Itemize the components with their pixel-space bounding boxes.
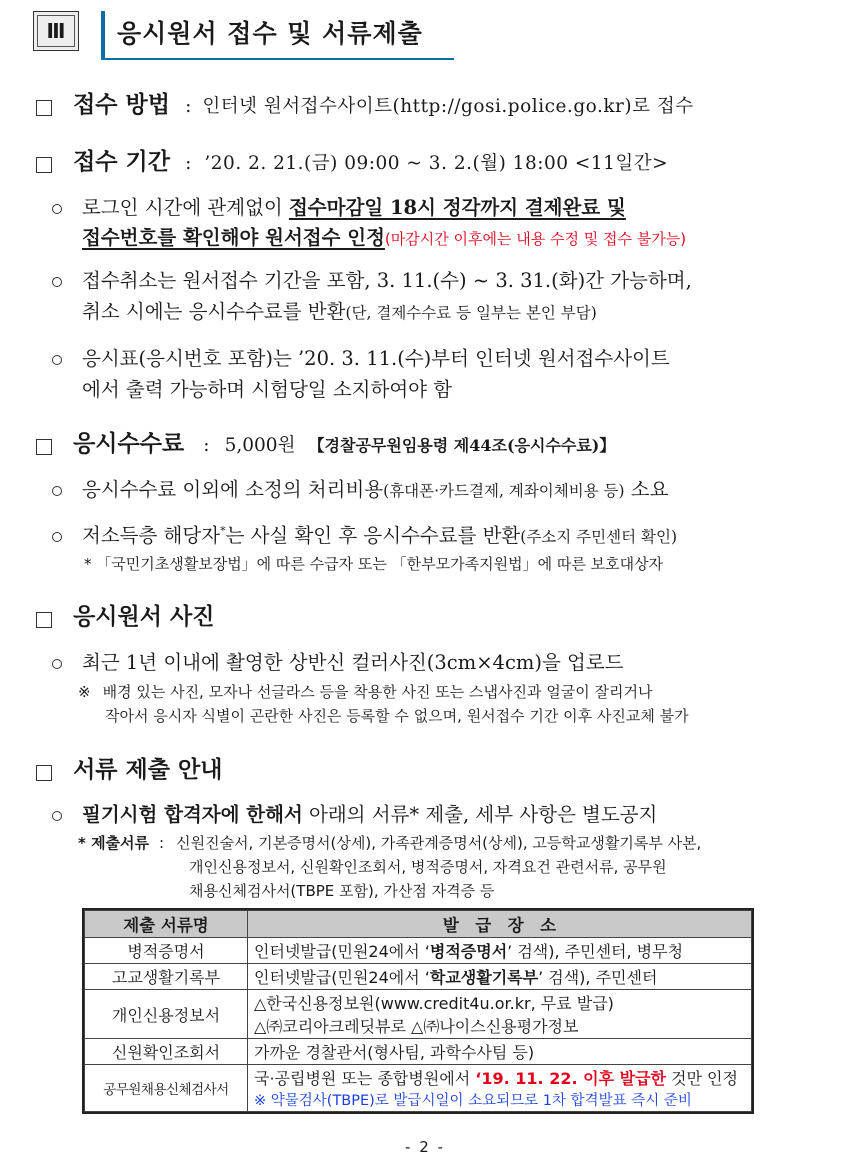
colon: : — [159, 834, 165, 852]
text: (휴대폰·카드결제, 계좌이체비용 등) — [383, 482, 625, 500]
bullet-circle-icon — [52, 659, 62, 669]
issue-place — [248, 1065, 752, 1112]
bullet-circle-icon — [52, 811, 62, 821]
issue-place — [248, 964, 752, 990]
fee-heading — [36, 425, 615, 458]
text: 병적증명서 — [429, 942, 508, 961]
fee-amount: 5,000원 — [224, 435, 296, 456]
checkbox-square-icon — [36, 612, 52, 628]
text: 최근 1년 이내에 촬영한 상반신 컬러사진(3cm×4cm)을 업로드 — [82, 651, 624, 674]
period-bullet-2-line1 — [52, 265, 692, 293]
period-bullet-1-line2 — [82, 222, 686, 250]
doc-name: 병적증명서 — [85, 938, 248, 964]
text: ’ 검색), 주민센터, 병무청 — [507, 942, 684, 961]
photo-label: 응시원서 사진 — [73, 604, 215, 630]
deadline-note: (마감시간 이후에는 내용 수정 및 접수 불가능) — [384, 230, 687, 248]
documents-bullet — [52, 799, 657, 827]
table-header-row — [85, 911, 752, 938]
photo-note-line2: 작아서 응시자 식별이 곤란한 사진은 등록할 수 없으며, 원서접수 기간 이후 사진교체 불가 — [105, 707, 689, 725]
fee-bullet-1 — [52, 474, 668, 502]
photo-note-line1 — [78, 681, 652, 702]
section-underline — [101, 58, 454, 60]
fee-basis: 【경찰공무원임용령 제44조(응시수수료)】 — [308, 436, 616, 455]
doc-name: 공무원채용신체검사서 — [85, 1065, 248, 1112]
text: 인터넷발급(민원24에서 ‘ — [254, 968, 430, 987]
issue-date-emphasis: ‘19. 11. 22. 이후 발급한 — [475, 1069, 666, 1088]
period-bullet-2-line2 — [82, 296, 597, 324]
fee-bullet-2 — [52, 520, 677, 548]
table-row — [85, 1065, 752, 1112]
documents-heading — [36, 751, 222, 784]
text: (주소지 주민센터 확인) — [520, 528, 677, 546]
documents-label: 서류 제출 안내 — [73, 757, 223, 783]
drug-test-note: ※ 약물검사(TBPE)로 발급시일이 소요되므로 1차 합격발표 즉시 준비 — [254, 1093, 692, 1109]
checkbox-square-icon — [36, 157, 52, 173]
text: * 제출서류 — [78, 834, 150, 852]
text: 아래의 서류* 제출, 세부 사항은 별도공지 — [302, 803, 658, 826]
text: 접수취소는 원서접수 기간을 포함, 3. 11.(수) ~ 3. 31.(화)간 가능하며, — [82, 269, 692, 292]
checkbox-square-icon — [36, 439, 52, 455]
table-row — [85, 990, 752, 1039]
text: 취소 시에는 응시수수료를 반환 — [82, 300, 346, 323]
text: 로그인 시간에 관계없이 — [82, 196, 289, 219]
receipt-method-text: 인터넷 원서접수사이트(http://gosi.police.go.kr)로 접수 — [202, 96, 694, 117]
photo-heading — [36, 598, 214, 631]
table-row — [85, 1039, 752, 1065]
colon: : — [185, 153, 192, 174]
period-bullet-3-line1 — [52, 343, 670, 371]
receipt-number-emphasis: 접수번호를 확인해야 원서접수 인정 — [82, 226, 385, 249]
footnote-mark: * — [220, 524, 226, 538]
period-bullet-1-line1 — [52, 192, 626, 220]
note-mark: ※ — [78, 683, 91, 701]
deadline-emphasis: 접수마감일 18시 정각까지 결제완료 및 — [288, 196, 626, 219]
text: 배경 있는 사진, 모자나 선글라스 등을 착용한 사진 또는 스냅사진과 얼굴이 잘리거나 — [102, 683, 653, 701]
text: △한국신용정보원(www.credit4u.or.kr, 무료 발급) — [254, 994, 614, 1013]
text: 국·공립병원 또는 종합병원에서 — [254, 1069, 476, 1088]
period-bullet-3-line2: 에서 출력 가능하며 시험당일 소지하여야 함 — [82, 378, 453, 401]
bullet-circle-icon — [52, 486, 62, 496]
text: 는 사실 확인 후 응시수수료를 반환 — [225, 524, 521, 547]
issue-place — [248, 990, 752, 1039]
text: (단, 결제수수료 등 일부는 본인 부담) — [345, 304, 597, 322]
text: ’ 검색), 주민센터 — [538, 968, 658, 987]
table-row — [85, 964, 752, 990]
text: 응시표(응시번호 포함)는 ’20. 3. 11.(수)부터 인터넷 원서접수사이트 — [82, 347, 670, 370]
fee-footnote: * 「국민기초생활보장법」에 따른 수급자 또는 「한부모가족지원법」에 따른 보호대상자 — [84, 555, 664, 573]
receipt-method-heading — [36, 86, 694, 119]
text: 응시수수료 이외에 소정의 처리비용 — [82, 478, 384, 501]
table-row — [85, 938, 752, 964]
receipt-period-label: 접수 기간 — [73, 149, 170, 175]
documents-list-line1 — [78, 832, 701, 853]
text: △㈜코리아크레딧뷰로 △㈜나이스신용평가정보 — [254, 1017, 579, 1036]
doc-name: 개인신용정보서 — [85, 990, 248, 1039]
text: 저소득층 해당자 — [82, 524, 221, 547]
bullet-circle-icon — [52, 355, 62, 365]
receipt-period-text: ’20. 2. 21.(금) 09:00 ~ 3. 2.(월) 18:00 <11일간> — [204, 153, 669, 174]
section-number-box — [33, 11, 79, 51]
photo-bullet — [52, 647, 624, 675]
bullet-circle-icon — [52, 277, 62, 287]
bullet-circle-icon — [52, 204, 62, 214]
text: 소요 — [624, 478, 669, 501]
section-title: 응시원서 접수 및 서류제출 — [117, 19, 423, 48]
bullet-circle-icon — [52, 532, 62, 542]
receipt-period-heading — [36, 143, 668, 176]
page-number: - 2 - — [405, 1138, 445, 1156]
documents-table — [84, 910, 752, 1112]
issue-place: 가까운 경찰관서(형사팀, 과학수사팀 등) — [248, 1039, 752, 1065]
text: 필기시험 합격자에 한해서 — [82, 803, 303, 826]
text: 학교생활기록부 — [429, 968, 539, 987]
checkbox-square-icon — [36, 765, 52, 781]
section-bar — [101, 11, 105, 59]
doc-name: 고교생활기록부 — [85, 964, 248, 990]
section-number: Ⅲ — [46, 19, 66, 43]
header-doc-name: 제출 서류명 — [85, 911, 248, 938]
checkbox-square-icon — [36, 100, 52, 116]
colon: : — [185, 96, 192, 117]
documents-list-line2: 개인신용정보서, 신원확인조회서, 병적증명서, 자격요건 관련서류, 공무원 — [189, 858, 667, 876]
colon: : — [203, 435, 210, 456]
header-issue-place: 발 급 장 소 — [248, 911, 752, 938]
issue-place — [248, 938, 752, 964]
text: 인터넷발급(민원24에서 ‘ — [254, 942, 430, 961]
documents-list-line3: 채용신체검사서(TBPE 포함), 가산점 자격증 등 — [189, 882, 495, 900]
receipt-method-label: 접수 방법 — [73, 92, 170, 118]
fee-label: 응시수수료 — [73, 431, 185, 457]
text: 것만 인정 — [665, 1069, 738, 1088]
text: 신원진술서, 기본증명서(상세), 가족관계증명서(상세), 고등학교생활기록부 사본, — [176, 834, 702, 852]
doc-name: 신원확인조회서 — [85, 1039, 248, 1065]
